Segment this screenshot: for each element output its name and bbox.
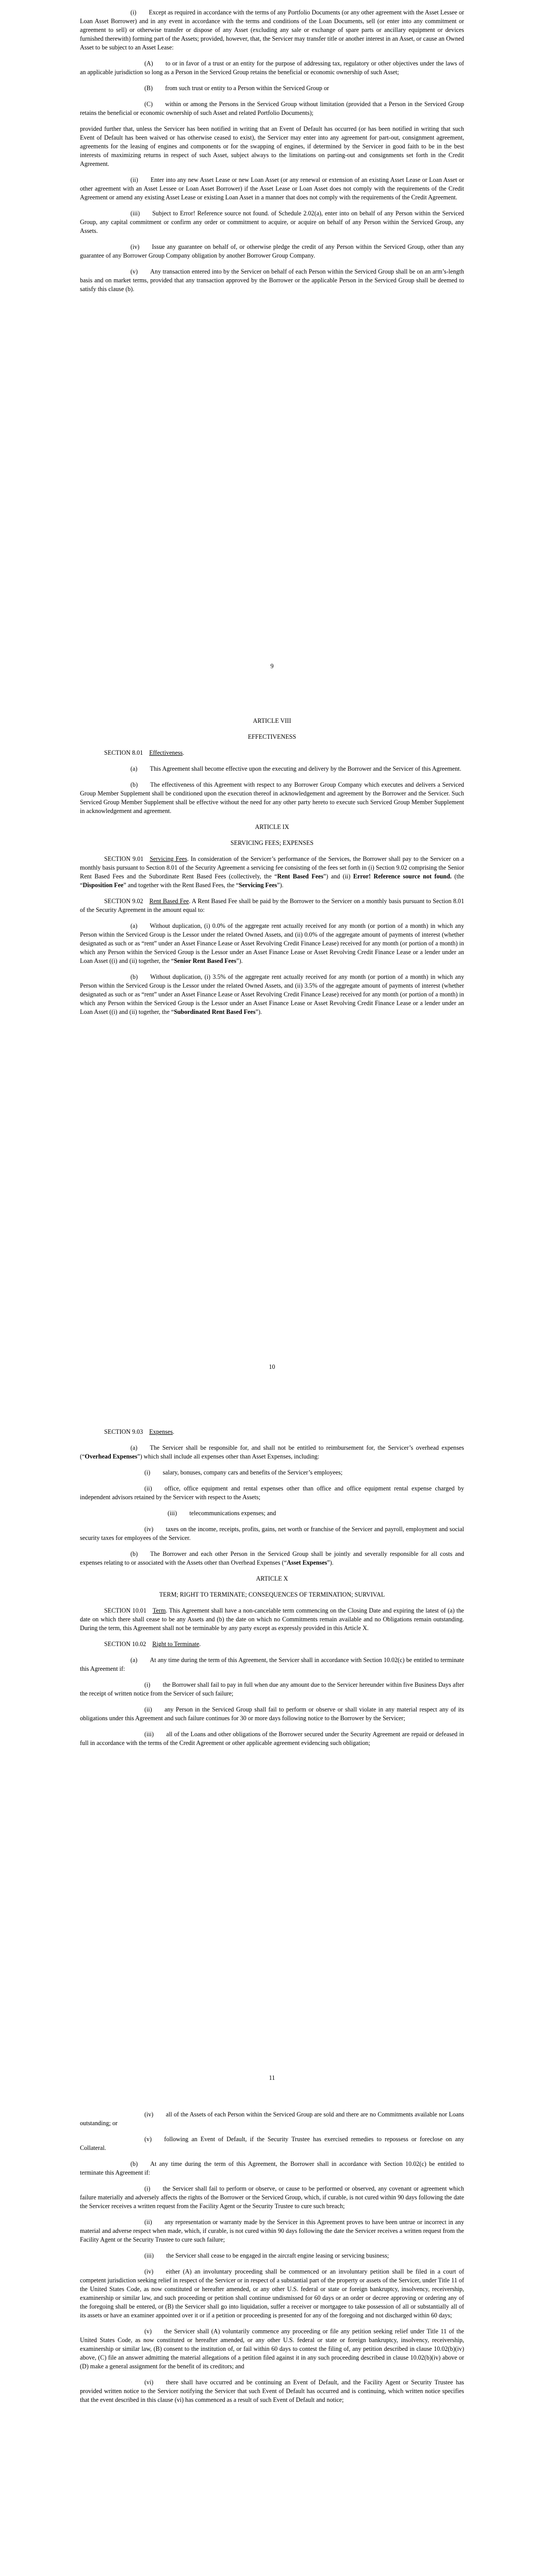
document-page-10 xyxy=(0,708,544,1383)
text: ”) which shall include all expenses other than Asset Expenses, including: xyxy=(137,1453,320,1460)
defined-term: Servicing Fees xyxy=(239,882,277,889)
section-heading: Expenses xyxy=(149,1428,173,1435)
para-9-iv: (iv) Issue any guarantee on behalf of, or otherwise pledge the credit of any Person within the Serviced Group, other than any guarantee of any Borrower Group Company obligation by another Borrower Group Company. xyxy=(80,243,464,259)
para-9-i: (i) Except as required in accordance with the terms of any Portfolio Documents (or any other agreement with the Asset Lessee or Loan Asset Borrower) and in any event in accordance with the terms and conditions of the Loan Documents, sell (or enter into any commitment or agreement to sell) or otherwise transfer or dispose of any Asset (excluding any sale or exchange of spare parts or ancillary equipment or devices furnished therewith) forming part of the Assets; provided, however, that, the Servicer may transfer title or another interest in an Asset, or cause an Owned Asset to be subject to an Asset Lease: xyxy=(80,9,464,51)
para-10-02-b-i: (i) the Servicer shall fail to perform or observe, or cause to be performed or observed, any covenant or agreement which failure materially and adversely affects the rights of the Borrower or the Serviced Group, which, if curable, is not cured within 90 days following the date the Servicer receives a written request from the Facility Agent or the Security Trustee to cure such breach; xyxy=(80,2185,464,2210)
page-number: 9 xyxy=(270,663,274,670)
para-9-03-a xyxy=(80,1444,464,1461)
text: ”) and (ii) xyxy=(323,873,354,880)
defined-term: Subordinated Rent Based Fees xyxy=(174,1008,256,1015)
para-9-03-a-iv: (iv) taxes on the income, receipts, profits, gains, net worth or franchise of the Servicer and payroll, employment and social security taxes for employees of the Servicer. xyxy=(80,1526,464,1541)
section-label: SECTION 10.02 xyxy=(104,1640,153,1648)
document-page-12 xyxy=(0,2102,544,2576)
para-9-03-a-iii: (iii) telecommunications expenses; and xyxy=(168,1510,276,1517)
para-10-02-b-iv: (iv) either (A) an involuntary proceeding shall be commenced or an involuntary petition shall be filed in a court of competent jurisdiction seeking relief in respect of the Servicer or in respect of a substantial part of the property or assets of the Servicer, under Title 11 of the United States Code, as now constituted or hereafter amended, or any other U.S. federal or state or foreign bankruptcy, insolvency, receivership, examinership or similar law, and such proceeding or petition shall continue undismissed for 60 days or an order or decree approving or ordering any of the foregoing shall be entered, or (B) the Servicer shall go into liquidation, suffer a receiver or mortgagee to take possession of all or substantially all of its assets or have an examiner appointed over it or if a petition or proceeding is presented for any of the foregoing and not discharged within 60 days; xyxy=(80,2268,464,2319)
text: ”). xyxy=(277,882,284,889)
defined-term: Rent Based Fees xyxy=(277,873,324,880)
para-9-ii: (ii) Enter into any new Asset Lease or new Loan Asset (or any renewal or extension of an existing Asset Lease or Loan Asset or other agreement with an Asset Lessee or Loan Asset Borrower) if the Asset Lease or Loan Asset does not comply with the requirements of the Credit Agreement or amend any existing Asset Lease or existing Loan Asset in a manner that does not comply with the requirements of the Credit Agreement. xyxy=(80,176,464,201)
document-page-9 xyxy=(0,0,544,675)
article-9-subtitle: SERVICING FEES; EXPENSES xyxy=(230,839,314,846)
para-9-03-a-i: (i) salary, bonuses, company cars and benefits of the Servicer’s employees; xyxy=(144,1469,343,1476)
defined-term: Senior Rent Based Fees xyxy=(174,957,237,964)
section-label: SECTION 10.01 xyxy=(104,1607,153,1614)
defined-term: Disposition Fee xyxy=(83,882,124,889)
para-8-01-b: (b) The effectiveness of this Agreement with respect to any Borrower Group Company which executes and delivers a Serviced Group Member Supplement shall be conditioned upon the execution thereof in acknowledgement and agreement by the Borrower and the Servicer. Such Serviced Group Member Supplement shall be effective without the need for any other party hereto to execute such Serviced Group Member Supplement in acknowledgement and agreement. xyxy=(80,781,464,815)
article-8-title: ARTICLE VIII xyxy=(253,717,291,724)
para-9-03-a-ii: (ii) office, office equipment and rental expenses other than office and office equipment rental expense charged by independent advisors retained by the Servicer with respect to the Assets; xyxy=(80,1485,464,1501)
para-9-A: (A) to or in favor of a trust or an entity for the purpose of addressing tax, regulatory or other objectives under the laws of an applicable jurisdiction so long as a Person in the Serviced Group retains the beneficial or economic ownership of such Asset; xyxy=(80,60,464,76)
section-8-01: SECTION 8.01 Effectiveness. xyxy=(104,749,185,756)
section-label: SECTION 9.03 xyxy=(104,1428,150,1435)
defined-term: Overhead Expenses xyxy=(85,1453,138,1460)
defined-term: Asset Expenses xyxy=(287,1559,327,1566)
section-heading: Servicing Fees xyxy=(150,855,187,862)
article-10-subtitle: TERM; RIGHT TO TERMINATE; CONSEQUENCES OF TERMINATION; SURVIVAL xyxy=(159,1591,385,1598)
para-10-02-a-i: (i) the Borrower shall fail to pay in full when due any amount due to the Servicer hereunder within five Business Days after the receipt of written notice from the Servicer of such failure; xyxy=(80,1681,464,1697)
section-label: SECTION 9.02 xyxy=(104,897,150,905)
para-9-iii: (iii) Subject to Error! Reference source not found. of Schedule 2.02(a), enter into on behalf of any Person within the Serviced Group, any capital commitment or confirm any order or commitment to acquire, or acquire on behalf of any Person within the Serviced Group, any Assets. xyxy=(80,210,464,234)
document-page-11 xyxy=(0,1419,544,2094)
article-8-subtitle: EFFECTIVENESS xyxy=(248,733,296,740)
text: . This Agreement shall have a non-cancelable term commencing on the Closing Date and expiring the latest of (a) the date on which there shall cease to be any Assets and (b) the date on which no Commitments remain available and no Obligations remain outstanding. During the term, this Agreement shall not be terminable by any party except as expressly provided in this Article X. xyxy=(80,1607,465,1632)
para-9-v: (v) Any transaction entered into by the Servicer on behalf of each Person within the Serviced Group shall be on an arm’s-length basis and on market terms, provided that any transaction approved by the Borrower or the applicable Person in the Serviced Group shall be deemed to satisfy this clause (b). xyxy=(80,268,464,293)
para-10-02-a: (a) At any time during the term of this Agreement, the Servicer shall in accordance with Section 10.02(c) be entitled to terminate this Agreement if: xyxy=(80,1656,464,1672)
section-9-02 xyxy=(80,897,464,914)
para-9-02-a xyxy=(80,922,464,965)
para-10-02-b-vi: (vi) there shall have occurred and be continuing an Event of Default, and the Facility Agent or Security Trustee has provided written notice to the Servicer notifying the Servicer that such Event of Default has occurred and is continuing, which written notice specifies that the event described in this clause (vi) has commenced as a result of such Event of Default and notice; xyxy=(80,2379,464,2403)
section-10-02 xyxy=(80,1640,464,1649)
section-heading: Rent Based Fee xyxy=(149,897,189,905)
para-10-02-a-iii: (iii) all of the Loans and other obligations of the Borrower secured under the Security Agreement are repaid or defeased in full in accordance with the terms of the Credit Agreement or other applicable agreement evidencing such obligation; xyxy=(80,1731,464,1747)
section-heading: Term xyxy=(153,1607,166,1614)
para-10-02-b: (b) At any time during the term of this Agreement, the Borrower shall in accordance with Section 10.02(c) be entitled to terminate this Agreement if: xyxy=(80,2160,464,2176)
section-label: SECTION 8.01 xyxy=(104,749,150,756)
page-number: 11 xyxy=(269,2074,275,2081)
para-10-02-a-iv: (iv) all of the Assets of each Person within the Serviced Group are sold and there are no Commitments available nor Loans outstanding; or xyxy=(80,2111,464,2127)
section-heading: Right to Terminate xyxy=(152,1640,200,1648)
para-9-C: (C) within or among the Persons in the Serviced Group without limitation (provided that a Person in the Serviced Group retains the beneficial or economic ownership of such Asset and related Portfolio Documents); xyxy=(80,100,464,116)
para-10-02-b-v: (v) the Servicer shall (A) voluntarily commence any proceeding or file any petition seeking relief under Title 11 of the United States Code, as now constituted or hereafter amended, or any other U.S. federal or state or foreign bankruptcy, insolvency, receivership, examinership or similar law, (B) consent to the institution of, or fail within 60 days to contest the filing of, any petition described in clause 10.02(b)(iv) above, (C) file an answer admitting the material allegations of a petition filed against it in any such proceeding described in clause 10.02(b)(iv) above or (D) make a general assignment for the benefit of its creditors; and xyxy=(80,2328,464,2370)
section-9-03 xyxy=(80,1428,464,1436)
text: (b) Without duplication, (i) 3.5% of the aggregate rent actually received for any month (or portion of a month) in which any Person within the Serviced Group is the Lessor under the related Owned Assets, and (ii) 3.5% of the aggregate amount of payments of interest (whether designated as such or as “rent” under an Asset Finance Lease or Asset Revolving Credit Finance Lease) received for any month (or portion of a month) in which any Person within the Serviced Group is the Lessor under an Asset Finance Lease or Asset Revolving Credit Finance Lease or a lender under an Loan Asset ((i) and (ii) together, the “ xyxy=(80,973,464,1015)
text: . xyxy=(199,1640,201,1648)
article-9-title: ARTICLE IX xyxy=(255,823,289,831)
text: (the “ xyxy=(80,873,465,889)
para-10-02-a-ii: (ii) any Person in the Serviced Group shall fail to perform or observe or shall violate in any material respect any of its obligations under this Agreement and such failure continues for 30 or more days following notice to the Borrower by the Servicer; xyxy=(80,1706,464,1722)
para-9-02-b xyxy=(80,973,464,1016)
section-heading: Effectiveness xyxy=(149,749,183,756)
para-10-02-b-ii: (ii) any representation or warranty made by the Servicer in this Agreement proves to have been untrue or incorrect in any material and adverse respect when made, which, if curable, is not cured within 90 days following the date the Servicer receives a written request from the Facility Agent or the Security Trustee to cure such failure; xyxy=(80,2218,464,2243)
section-label: SECTION 9.01 xyxy=(104,855,150,862)
text: (a) The Servicer shall be responsible for, and shall not be entitled to reimbursement for, the Servicer’s overhead expenses (“ xyxy=(80,1444,464,1460)
text: ”). xyxy=(327,1559,334,1566)
text: . xyxy=(173,1428,175,1435)
section-9-01 xyxy=(80,855,464,890)
section-10-01 xyxy=(80,1606,464,1633)
para-8-01-a: (a) This Agreement shall become effective upon the executing and delivery by the Borrower and the Servicer of this Agreement. xyxy=(130,765,461,772)
text: (b) The Borrower and each other Person in the Serviced Group shall be jointly and severally responsible for all costs and expenses relating to or associated with the Assets other than Overhead Expenses (“ xyxy=(80,1550,464,1566)
text: . A Rent Based Fee shall be paid by the Borrower to the Servicer on a monthly basis pursuant to Section 8.01 of the Security Agreement in the amount equal to: xyxy=(80,897,465,913)
text: ”). xyxy=(236,957,243,964)
para-9-B: (B) from such trust or entity to a Person within the Serviced Group or xyxy=(144,84,329,92)
text: ”). xyxy=(255,1008,262,1015)
reference-error: Error! Reference source not found. xyxy=(353,873,452,880)
para-10-02-b-iii: (iii) the Servicer shall cease to be engaged in the aircraft engine leasing or servicing business; xyxy=(144,2252,389,2259)
text: . In consideration of the Servicer’s performance of the Services, the Borrower shall pay to the Servicer on a monthly basis pursuant to Section 8.01 of the Security Agreement a servicing fee consisting of the fees set forth in (i) Section 9.02 comprising the Senior Rent Based Fees and the Subordinate Rent Based Fees (collectively, the “ xyxy=(80,855,465,880)
text: (a) Without duplication, (i) 0.0% of the aggregate rent actually received for any month (or portion of a month) in which any Person within the Serviced Group is the Lessor under the related Owned Assets, and (ii) 0.0% of the aggregate amount of payments of interest (whether designated as such or as “rent” under an Asset Finance Lease or Asset Revolving Credit Finance Lease) received for any month (or portion of a month) in which any Person within the Serviced Group is the Lessor under an Asset Finance Lease or Asset Revolving Credit Finance Lease or a lender under an Loan Asset ((i) and (ii) together, the “ xyxy=(80,922,464,964)
para-9-proviso: provided further that, unless the Servicer has been notified in writing that an Event of Default has occurred (or has been notified in writing that such Event of Default has been waived or has otherwise ceased to exist), the Servicer may enter into any agreement for part-out, consignment agreement, agreements for the leasing of engines and components or for the swapping of engines, if determined by the Servicer in good faith to be in the best interests of maximizing returns in respect of such Asset, subject always to the limitations on parting-out and consignments set forth in the Credit Agreement. xyxy=(80,125,464,167)
para-10-02-a-v: (v) following an Event of Default, if the Security Trustee has exercised remedies to repossess or foreclose on any Collateral. xyxy=(80,2136,464,2151)
page-number: 10 xyxy=(269,1363,275,1370)
text: ” and together with the Rent Based Fees, the “ xyxy=(123,882,239,889)
para-9-03-b xyxy=(80,1550,464,1567)
article-10-title: ARTICLE X xyxy=(256,1575,288,1582)
